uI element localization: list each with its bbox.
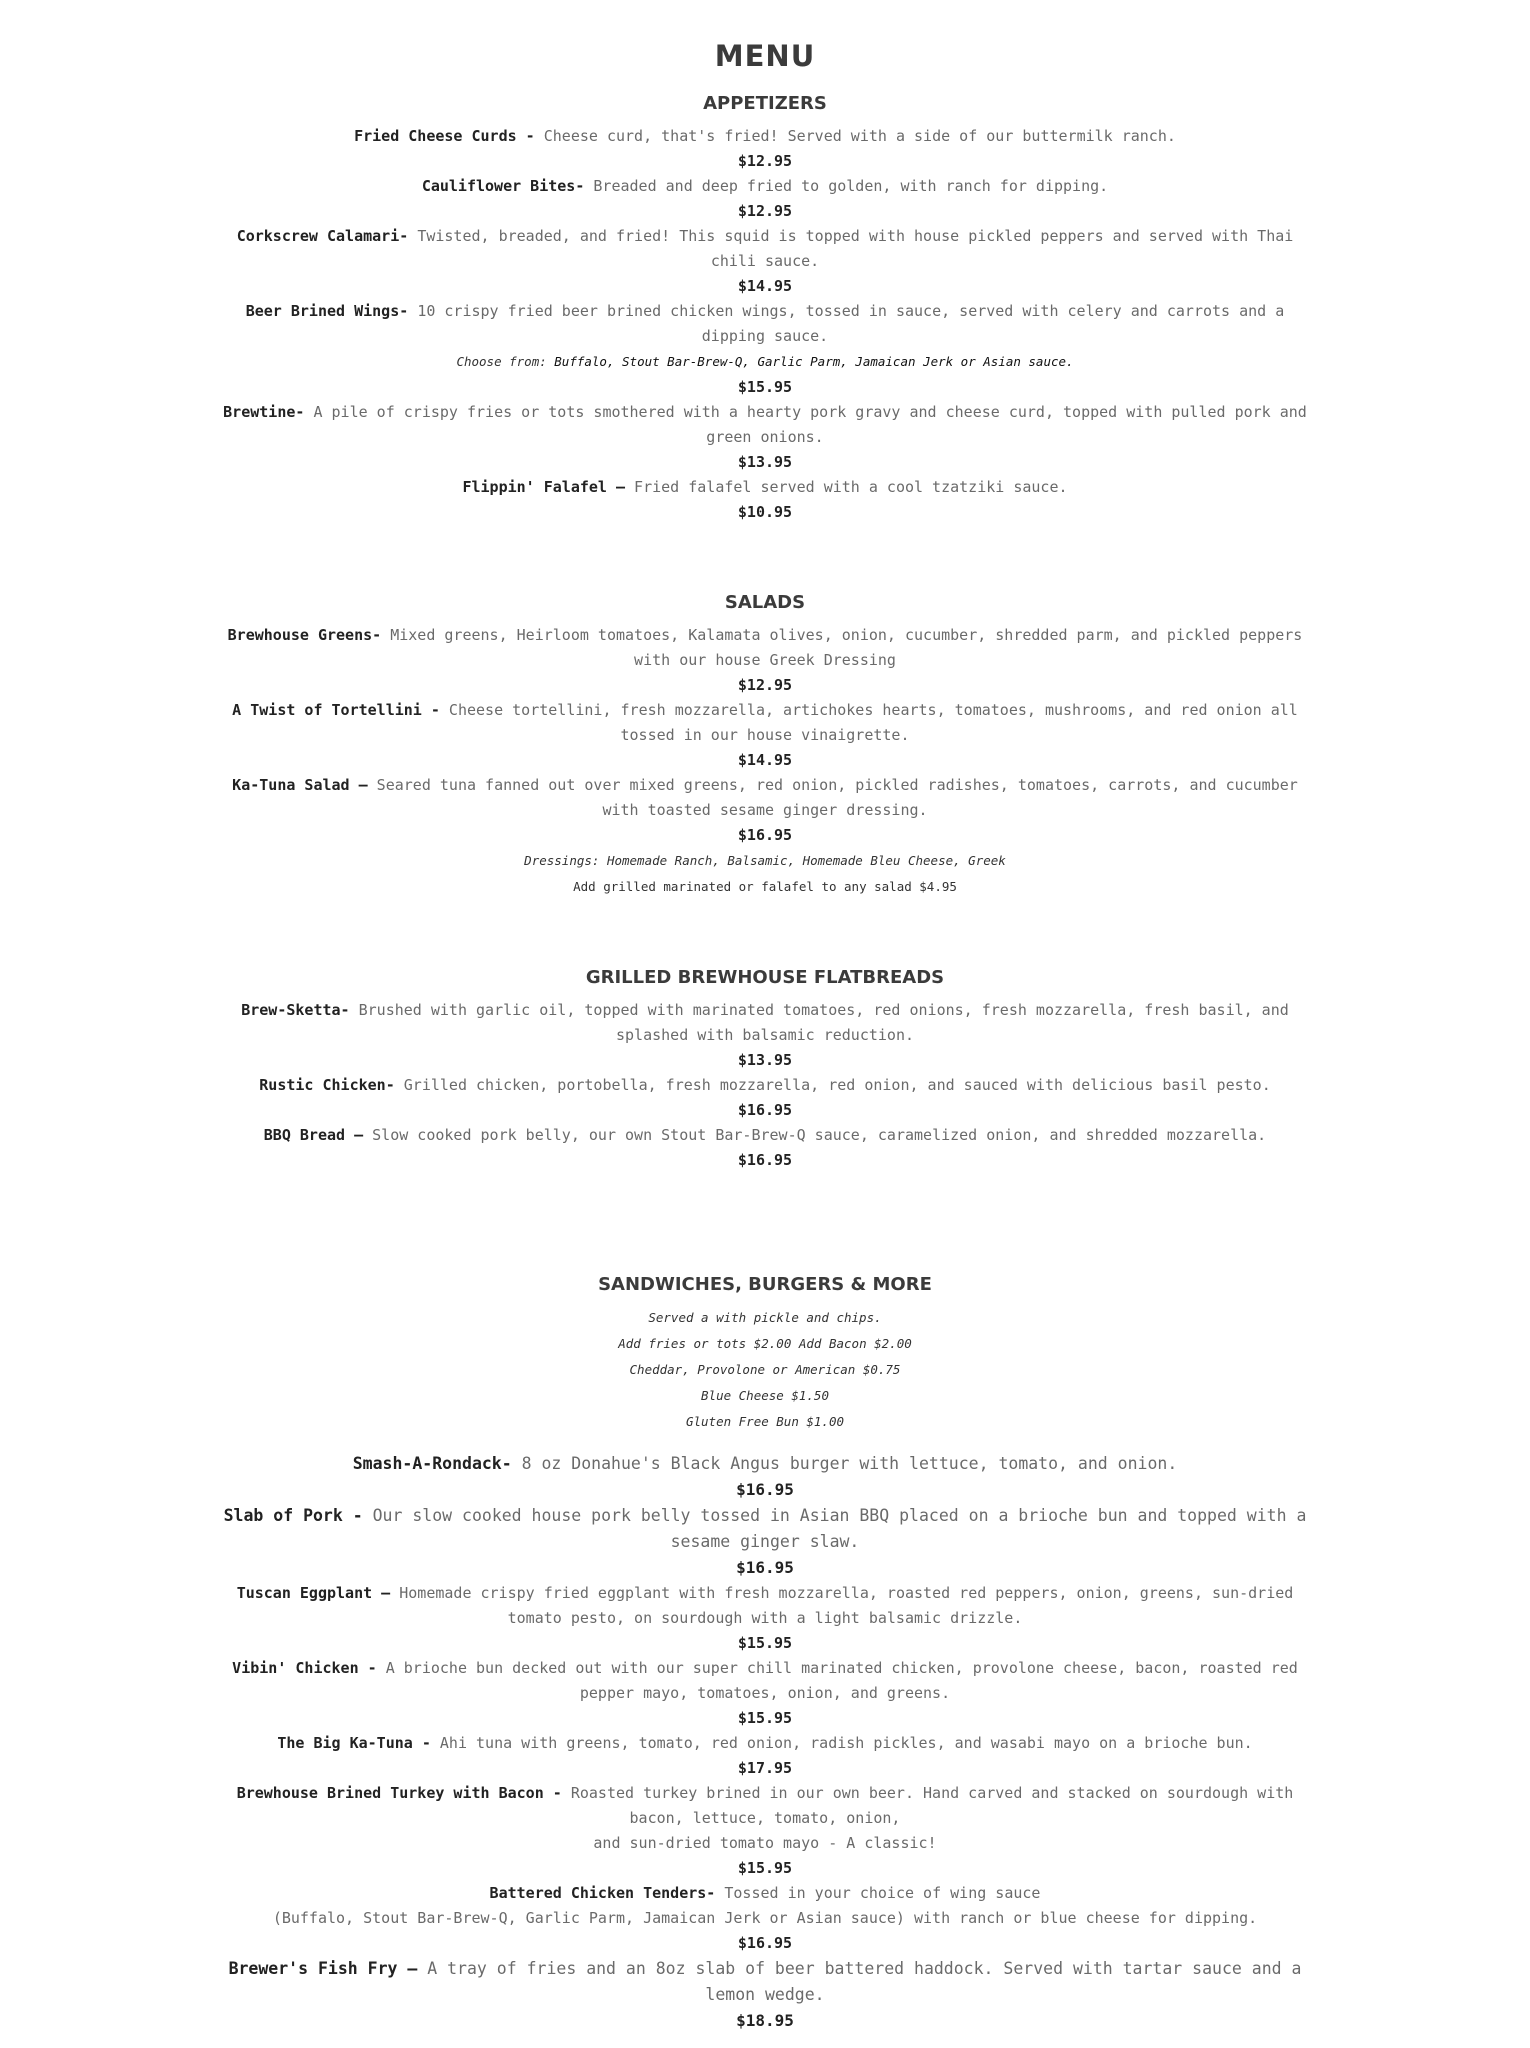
item-description: Slow cooked pork belly, our own Stout Bar-Brew-Q sauce, caramelized onion, and shredded mozzarella.: [372, 1126, 1267, 1144]
item-price: $16.95: [737, 1151, 793, 1169]
item-name: Brewhouse Greens-: [227, 626, 382, 644]
item-name: Ka-Tuna Salad –: [232, 776, 368, 794]
salad-addon-note: Add grilled marinated or falafel to any salad $4.95: [573, 879, 957, 894]
sandwich-note: Served a with pickle and chips.: [648, 1310, 882, 1325]
menu-item: [220, 400, 1310, 450]
item-name: Battered Chicken Tenders-: [489, 1884, 716, 1902]
item-name: Cauliflower Bites-: [421, 177, 585, 195]
item-price: $14.95: [737, 751, 793, 769]
item-description: Mixed greens, Heirloom tomatoes, Kalamata olives, onion, cucumber, shredded parm, and pickled peppers with our house Greek Dressing: [390, 626, 1303, 669]
section-heading-sandwiches: SANDWICHES, BURGERS & MORE: [598, 1274, 932, 1295]
item-price: $15.95: [737, 1634, 793, 1652]
menu-item: [220, 998, 1310, 1048]
item-price: $18.95: [736, 2011, 794, 2030]
menu-item: [220, 1123, 1310, 1148]
item-description: Ahi tuna with greens, tomato, red onion, radish pickles, and wasabi mayo on a brioche bun.: [439, 1734, 1253, 1752]
item-description: Cheese curd, that's fried! Served with a side of our buttermilk ranch.: [543, 127, 1176, 145]
item-name: Fried Cheese Curds -: [354, 127, 535, 145]
item-name: Smash-A-Rondack-: [352, 1454, 512, 1473]
item-name: Brew-Sketta-: [241, 1001, 350, 1019]
section-heading-flatbreads: GRILLED BREWHOUSE FLATBREADS: [585, 967, 945, 988]
item-name: Beer Brined Wings-: [245, 302, 409, 320]
flatbreads-section: [220, 964, 1310, 1173]
item-description: 10 crispy fried beer brined chicken wings, tossed in sauce, served with celery and carrots and a dipping sauce.: [417, 302, 1285, 345]
item-name: The Big Ka-Tuna -: [277, 1734, 431, 1752]
item-name: Flippin' Falafel –: [462, 478, 626, 496]
sandwich-note: Blue Cheese $1.50: [701, 1388, 829, 1403]
item-price: $13.95: [737, 453, 793, 471]
item-name: Brewtine-: [223, 403, 305, 421]
menu-item: [220, 475, 1310, 500]
section-heading-appetizers: APPETIZERS: [703, 93, 827, 114]
section-heading-salads: SALADS: [724, 592, 806, 613]
appetizers-section: [220, 90, 1310, 525]
item-description-continued: and sun-dried tomato mayo - A classic!: [593, 1834, 937, 1852]
item-price: $16.95: [736, 1558, 794, 1577]
item-name: Brewhouse Brined Turkey with Bacon -: [236, 1784, 562, 1802]
item-name: Slab of Pork -: [223, 1506, 363, 1525]
item-name: Tuscan Eggplant –: [236, 1584, 391, 1602]
salads-section: [220, 589, 1310, 900]
menu-item: [220, 623, 1310, 673]
item-name: Rustic Chicken-: [259, 1076, 395, 1094]
item-description: Tossed in your choice of wing sauce: [724, 1884, 1041, 1902]
dressings-note: Dressings: Homemade Ranch, Balsamic, Homemade Bleu Cheese, Greek: [524, 853, 1006, 868]
note-label: Choose from:: [456, 354, 547, 369]
item-name: Brewer's Fish Fry –: [228, 1959, 418, 1978]
sandwich-note: Cheddar, Provolone or American $0.75: [629, 1362, 901, 1377]
page-title: MENU: [714, 39, 816, 73]
item-price: $16.95: [736, 1480, 794, 1499]
menu-item: [220, 299, 1310, 349]
item-price: $16.95: [737, 826, 793, 844]
menu-item: [220, 1451, 1310, 1477]
item-description: Twisted, breaded, and fried! This squid is topped with house pickled peppers and served with Thai chili sauce.: [417, 227, 1294, 270]
item-description: A tray of fries and an 8oz slab of beer battered haddock. Served with tartar sauce and a lemon wedge.: [427, 1959, 1302, 2004]
sandwiches-section: [220, 1271, 1310, 2034]
menu-item: [220, 698, 1310, 748]
menu-item: [220, 1956, 1310, 2008]
item-price: $10.95: [737, 503, 793, 521]
section-spacer: [220, 900, 1310, 964]
item-description: Breaded and deep fried to golden, with ranch for dipping.: [593, 177, 1109, 195]
menu-item: [220, 1881, 1310, 1906]
menu-item: [220, 1581, 1310, 1631]
item-price: $16.95: [737, 1934, 793, 1952]
item-description: A pile of crispy fries or tots smothered with a hearty pork gravy and cheese curd, topped with pulled pork and green onions.: [313, 403, 1307, 446]
item-name: Vibin' Chicken -: [232, 1659, 377, 1677]
item-description: Roasted turkey brined in our own beer. Hand carved and stacked on sourdough with bacon, lettuce, tomato, onion,: [570, 1784, 1294, 1827]
item-description: 8 oz Donahue's Black Angus burger with lettuce, tomato, and onion.: [521, 1454, 1178, 1473]
section-spacer: [220, 1173, 1310, 1271]
item-description: Homemade crispy fried eggplant with fresh mozzarella, roasted red peppers, onion, greens, sun-dried tomato pesto, on sourdough with a light balsamic drizzle.: [399, 1584, 1294, 1627]
item-price: $16.95: [737, 1101, 793, 1119]
menu-item: [220, 124, 1310, 149]
item-price: $15.95: [737, 378, 793, 396]
item-price: $12.95: [737, 202, 793, 220]
item-name: A Twist of Tortellini -: [232, 701, 440, 719]
menu-item: [220, 1073, 1310, 1098]
sandwich-note: Add fries or tots $2.00 Add Bacon $2.00: [618, 1336, 912, 1351]
wings-sauce-note: [220, 349, 1310, 375]
menu-content: [220, 36, 1310, 2034]
item-price: $12.95: [737, 676, 793, 694]
item-description: Grilled chicken, portobella, fresh mozzarella, red onion, and sauced with delicious basil pesto.: [403, 1076, 1271, 1094]
menu-item: [220, 773, 1310, 823]
item-description: Seared tuna fanned out over mixed greens, red onion, pickled radishes, tomatoes, carrots, and cucumber with toasted sesame ginger dressing.: [376, 776, 1298, 819]
item-price: $15.95: [737, 1859, 793, 1877]
item-price: $15.95: [737, 1709, 793, 1727]
menu-item: [220, 1503, 1310, 1555]
menu-item: [220, 174, 1310, 199]
sandwich-notes: [220, 1305, 1310, 1435]
menu-item: [220, 1781, 1310, 1831]
item-name: BBQ Bread –: [263, 1126, 364, 1144]
item-description: Cheese tortellini, fresh mozzarella, artichokes hearts, tomatoes, mushrooms, and red onion all tossed in our house vinaigrette.: [448, 701, 1298, 744]
note-options: Buffalo, Stout Bar-Brew-Q, Garlic Parm, Jamaican Jerk or Asian sauce.: [554, 354, 1074, 369]
item-description: Fried falafel served with a cool tzatziki sauce.: [634, 478, 1068, 496]
item-description: Our slow cooked house pork belly tossed in Asian BBQ placed on a brioche bun and topped with a sesame ginger slaw.: [372, 1506, 1307, 1551]
menu-item: [220, 224, 1310, 274]
item-price: $14.95: [737, 277, 793, 295]
item-name: Corkscrew Calamari-: [236, 227, 409, 245]
item-description-continued: (Buffalo, Stout Bar-Brew-Q, Garlic Parm, Jamaican Jerk or Asian sauce) with ranch or blue cheese for dipping.: [272, 1909, 1258, 1927]
item-description: A brioche bun decked out with our super chill marinated chicken, provolone cheese, bacon, roasted red pepper mayo, tomatoes, onion, and greens.: [385, 1659, 1298, 1702]
sandwich-note: Gluten Free Bun $1.00: [685, 1414, 845, 1429]
item-price: $17.95: [737, 1759, 793, 1777]
menu-item: [220, 1656, 1310, 1706]
menu-item: [220, 1731, 1310, 1756]
section-spacer: [220, 525, 1310, 589]
item-price: $12.95: [737, 152, 793, 170]
item-price: $13.95: [737, 1051, 793, 1069]
item-description: Brushed with garlic oil, topped with marinated tomatoes, red onions, fresh mozzarella, fresh basil, and splashed with balsamic reduction.: [358, 1001, 1289, 1044]
